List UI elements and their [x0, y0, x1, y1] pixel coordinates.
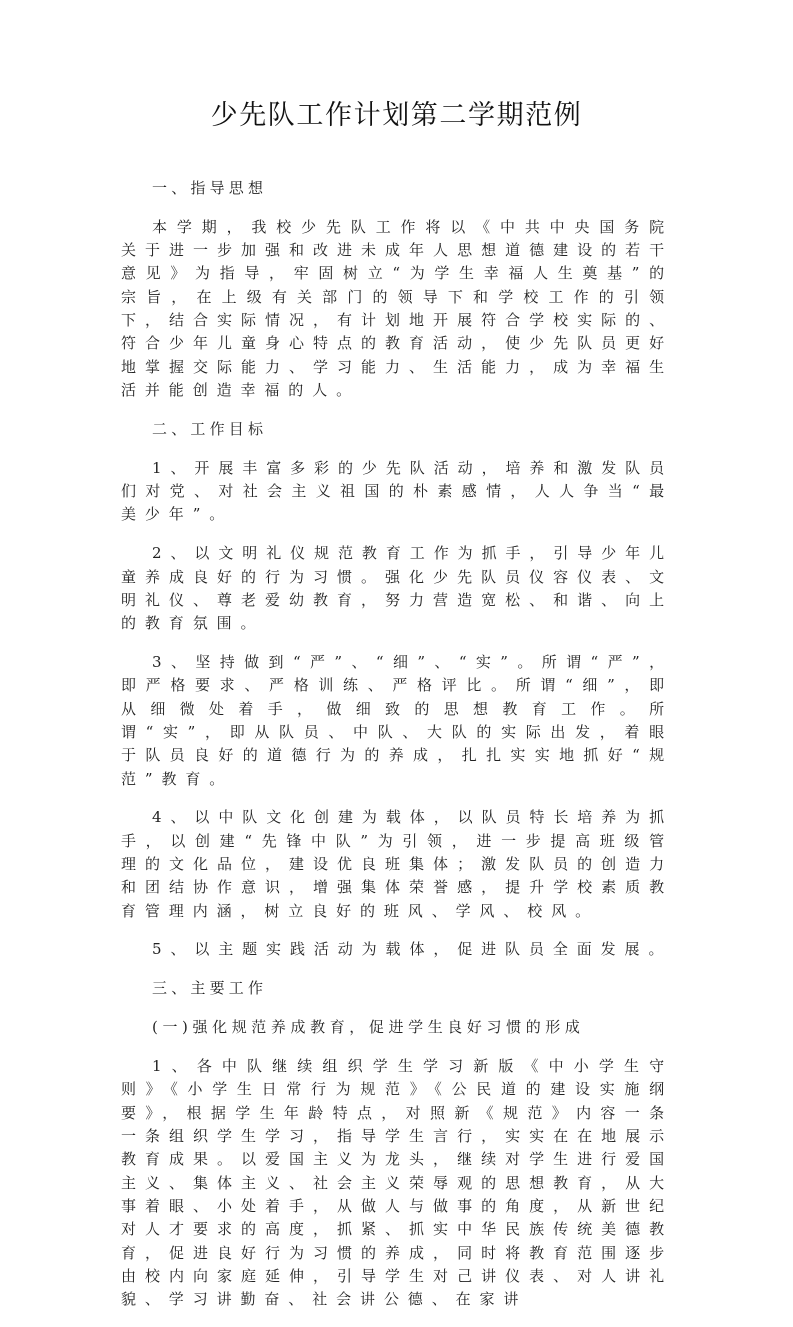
section-heading-guiding-thought: 一、指导思想 [152, 179, 268, 197]
section-heading-main-work: 三、主要工作 [152, 979, 268, 998]
section-heading-work-goals: 二、工作目标 [152, 419, 268, 438]
subsection-heading-habits: (一)强化规范养成教育，促进学生良好习惯的形成 [152, 1018, 585, 1037]
document-body [121, 177, 673, 1327]
paragraph-guiding-thought: 本学期，我校少先队工作将以《中共中央国务院关于进一步加强和改进未成年人思想道德建设的若干意见》为指导，牢固树立“为学生幸福人生奠基”的宗旨，在上级有关部门的领导下和学校工作的引领下，结合实际情况，有计划地开展符合学校实际的、符合少年儿童身心特点的教育活动，使少先队员更好地掌握交际能力、学习能力、生活能力，成为幸福生活并能创造幸福的人。 [121, 217, 673, 399]
paragraph-goal-3: 3、坚持做到“严”、“细”、“实”。所谓“严”，即严格要求、严格训练、严格评比。所谓“细”，即从细微处着手，做细致的思想教育工作。所谓“实”，即从队员、中队、大队的实际出发，着眼于队员良好的道德行为的养成，扎扎实实地抓好“规范”教育。 [121, 653, 673, 788]
paragraph-goal-1: 1、开展丰富多彩的少先队活动，培养和激发队员们对党、对社会主义祖国的朴素感情，人人争当“最美少年”。 [121, 458, 673, 524]
paragraph-main-work-1: 1、各中队继续组织学生学习新版《中小学生守则》《小学生日常行为规范》《公民道的建设实施纲要》，根据学生年龄特点，对照新《规范》内容一条一条组织学生学习，指导学生言行，实实在在地展示教育成果。以爱国主义为龙头，继续对学生进行爱国主义、集体主义、社会主义荣辱观的思想教育，从大事着眼、小处着手，从做人与做事的角度，从新世纪对人才要求的高度，抓紧、抓实中华民族传统美德教育，促进良好行为习惯的养成，同时将教育范围逐步由校内向家庭延伸，引导学生对己讲仪表、对人讲礼貌、学习讲勤奋、社会讲公德、在家讲 [121, 1057, 673, 1309]
paragraph-goal-5: 5、以主题实践活动为载体，促进队员全面发展。 [152, 940, 673, 959]
paragraph-goal-2: 2、以文明礼仪规范教育工作为抓手，引导少年儿童养成良好的行为习惯。强化少先队员仪容仪表、文明礼仪、尊老爱幼教育，努力营造宽松、和谐、向上的教育氛围。 [121, 544, 673, 633]
document-title: 少先队工作计划第二学期范例 [210, 100, 583, 131]
paragraph-goal-4: 4、以中队文化创建为载体，以队员特长培养为抓手，以创建“先锋中队”为引领，进一步提高班级管理的文化品位，建设优良班集体；激发队员的创造力和团结协作意识，增强集体荣誉感，提升学校素质教育管理内涵，树立良好的班风、学风、校风。 [121, 808, 673, 920]
